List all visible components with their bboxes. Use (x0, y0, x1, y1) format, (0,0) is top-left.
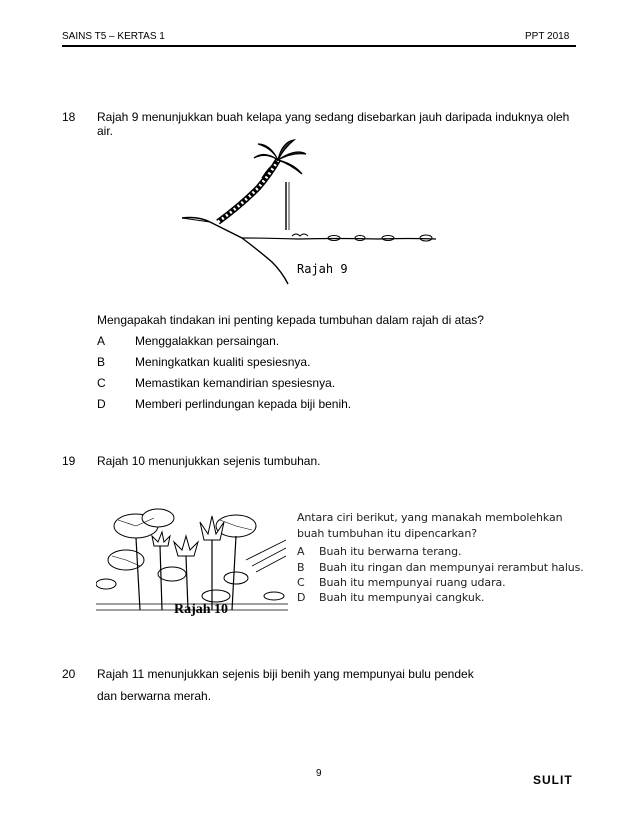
q18-stem: Rajah 9 menunjukkan buah kelapa yang sedang disebarkan jauh daripada induknya oleh air. (97, 110, 570, 138)
header-right: PPT 2018 (525, 31, 570, 42)
q19-question-line1: Antara ciri berikut, yang manakah membolehkan (297, 511, 563, 524)
q18-option-d-text: Memberi perlindungan kepada biji benih. (135, 397, 352, 411)
page-number: 9 (316, 768, 322, 779)
q20-stem-line2: dan berwarna merah. (97, 689, 212, 703)
q19-option-c-text: Buah itu mempunyai ruang udara. (319, 576, 506, 589)
q18-option-b-letter: B (97, 355, 106, 369)
q19-number: 19 (62, 454, 76, 468)
q19-option-a-letter: A (297, 545, 305, 558)
q18-option-b-text: Meningkatkan kualiti spesiesnya. (135, 355, 311, 369)
q19-stem: Rajah 10 menunjukkan sejenis tumbuhan. (97, 454, 321, 468)
q19-option-b-text: Buah itu ringan dan mempunyai rerambut halus. (319, 561, 584, 574)
q18-option-a-text: Menggalakkan persaingan. (135, 334, 280, 348)
q18-question: Mengapakah tindakan ini penting kepada tumbuhan dalam rajah di atas? (97, 313, 484, 327)
q19-option-d-text: Buah itu mempunyai cangkuk. (319, 591, 485, 604)
q20-stem-line1: Rajah 11 menunjukkan sejenis biji benih yang mempunyai bulu pendek (97, 667, 474, 681)
q18-option-c-letter: C (97, 376, 106, 390)
rajah-9-label: Rajah 9 (297, 262, 348, 276)
q18-option-a-letter: A (97, 334, 106, 348)
q20-number: 20 (62, 667, 76, 681)
q19-option-d-letter: D (297, 591, 306, 604)
header-left: SAINS T5 – KERTAS 1 (62, 31, 165, 42)
q19-option-a-text: Buah itu berwarna terang. (319, 545, 462, 558)
header-rule (62, 45, 576, 47)
q19-question-line2: buah tumbuhan itu dipencarkan? (297, 527, 477, 540)
q18-number: 18 (62, 110, 76, 124)
rajah-10-label: Rajah 10 (174, 602, 229, 617)
sulit-mark: SULIT (533, 773, 573, 787)
q18-option-d-letter: D (97, 397, 106, 411)
q18-option-c-text: Memastikan kemandirian spesiesnya. (135, 376, 336, 390)
q19-option-b-letter: B (297, 561, 305, 574)
q19-option-c-letter: C (297, 576, 305, 589)
